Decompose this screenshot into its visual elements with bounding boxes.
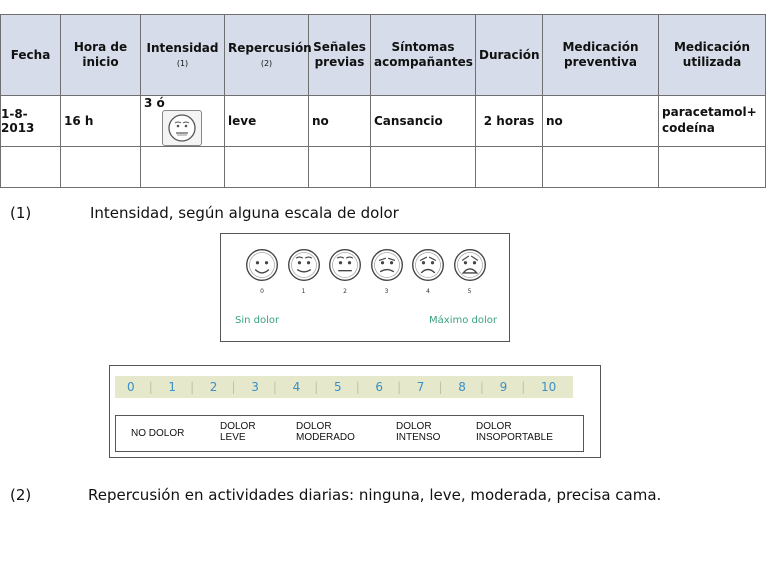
cell-duracion: 2 horas: [476, 96, 543, 147]
header-hora-inicio: Hora de inicio: [61, 15, 141, 96]
footnote-marker-1: (1): [176, 59, 189, 68]
table-row-empty: [1, 147, 766, 188]
header-intensidad: Intensidad (1): [141, 15, 225, 96]
faces-pain-scale: [220, 233, 510, 342]
face-scale-number: 3: [384, 288, 389, 295]
cell-med-preventiva: no: [543, 96, 659, 147]
face-3-icon: [162, 110, 202, 146]
header-fecha: Fecha: [1, 15, 61, 96]
footnote-1-text: Intensidad, según alguna escala de dolor: [90, 204, 399, 222]
faces-scale-left-label: Sin dolor: [235, 315, 280, 326]
footnote-2-number: (2): [10, 486, 32, 504]
header-repercusion: Repercusión (2): [225, 15, 309, 96]
face-scale-item: [328, 248, 362, 295]
table-row: [1, 96, 766, 147]
header-med-preventiva: Medicación preventiva: [543, 15, 659, 96]
pain-face-icon: [287, 248, 321, 282]
cell-senales: no: [309, 96, 371, 147]
verbal-scale-label: DOLOR LEVE: [220, 421, 256, 443]
table-header-row: [1, 15, 766, 96]
numeric-scale-value: 5: [334, 380, 342, 394]
face-scale-item: [287, 248, 321, 295]
cell-sintomas: Cansancio: [371, 96, 476, 147]
numeric-scale-separator: |: [231, 380, 236, 394]
pain-face-icon: [370, 248, 404, 282]
numeric-scale-value: 7: [416, 380, 425, 394]
face-scale-number: 1: [301, 288, 306, 295]
cell-hora: 16 h: [61, 96, 141, 147]
numeric-scale-value: 1: [168, 380, 177, 394]
numeric-scale-value: 10: [541, 380, 557, 394]
verbal-scale-label: DOLOR MODERADO: [296, 421, 355, 443]
verbal-scale-label: DOLOR INTENSO: [396, 421, 441, 443]
pain-face-icon: [328, 248, 362, 282]
numeric-scale-separator: |: [190, 380, 195, 394]
numeric-scale-separator: |: [355, 380, 360, 394]
cell-fecha: 1-8-2013: [1, 96, 61, 147]
intensity-value: 3 ó: [144, 96, 165, 110]
verbal-scale-box: [115, 415, 584, 452]
numeric-scale-value: 2: [209, 380, 218, 394]
pain-face-icon: [453, 248, 487, 282]
footnote-1: [10, 204, 399, 222]
numeric-scale-value: 9: [499, 380, 508, 394]
numeric-scale-value: 3: [251, 380, 259, 394]
face-scale-item: [411, 248, 445, 295]
footnote-2: [10, 486, 661, 504]
face-scale-item: [245, 248, 279, 295]
face-scale-item: [370, 248, 404, 295]
header-med-utilizada: Medicación utilizada: [659, 15, 766, 96]
headache-diary-table: [0, 14, 766, 188]
verbal-scale-label: NO DOLOR: [131, 428, 185, 439]
pain-face-icon: [411, 248, 445, 282]
numeric-scale-separator: |: [148, 380, 153, 394]
numeric-pain-scale: [109, 365, 601, 458]
face-scale-number: 5: [467, 288, 472, 295]
numeric-scale-separator: |: [397, 380, 402, 394]
face-scale-number: 4: [426, 288, 430, 295]
numeric-scale-separator: |: [272, 380, 277, 394]
numeric-scale-value: 4: [292, 380, 301, 394]
numeric-scale-value: 8: [458, 380, 466, 394]
header-sintomas: Síntomas acompañantes: [371, 15, 476, 96]
numeric-scale-separator: |: [479, 380, 484, 394]
face-scale-number: 2: [343, 288, 347, 295]
faces-scale-right-label: Máximo dolor: [429, 315, 497, 326]
numeric-scale-separator: |: [314, 380, 319, 394]
numeric-scale-separator: |: [521, 380, 526, 394]
face-scale-item: [453, 248, 487, 295]
footnote-1-number: (1): [10, 204, 32, 222]
footnote-2-text: Repercusión en actividades diarias: ninguna, leve, moderada, precisa cama.: [88, 486, 662, 504]
header-duracion: Duración: [476, 15, 543, 96]
numeric-scale-value: 0: [127, 380, 135, 394]
footnote-marker-2: (2): [260, 59, 273, 68]
face-scale-number: 0: [260, 288, 264, 295]
header-senales-previas: Señales previas: [309, 15, 371, 96]
numeric-scale-separator: |: [438, 380, 443, 394]
cell-med-utilizada: paracetamol+ codeína: [659, 96, 766, 147]
numeric-scale-bar: [115, 376, 573, 398]
pain-face-icon: [245, 248, 279, 282]
cell-repercusion: leve: [225, 96, 309, 147]
numeric-scale-value: 6: [375, 380, 384, 394]
verbal-scale-label: DOLOR INSOPORTABLE: [476, 421, 553, 443]
cell-intensidad: [141, 96, 225, 147]
